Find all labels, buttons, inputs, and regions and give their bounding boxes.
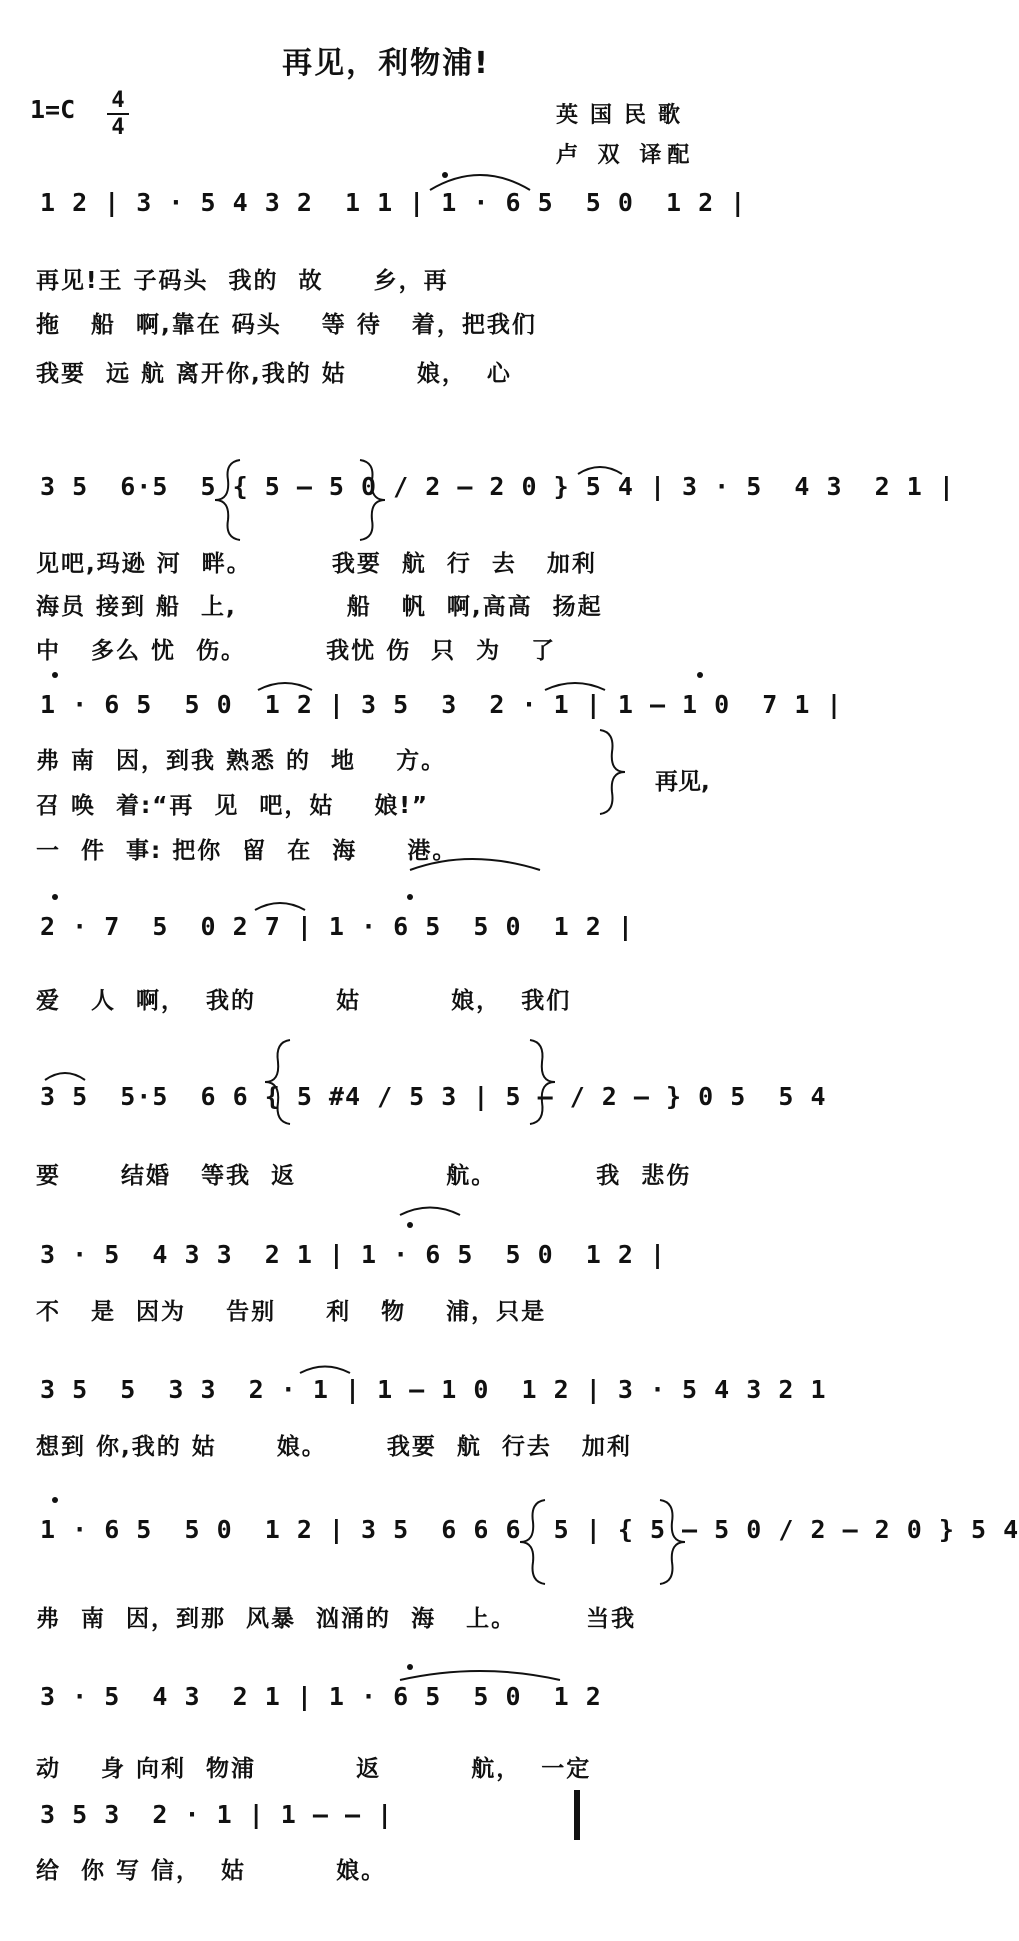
credit-origin: 英国民歌: [556, 103, 693, 128]
notes-line-8: 1 · 6 5 5 0 1 2 | 3 5 6 6 6 5 | { 5 — 5 0 / 2 — 2 0 } 5 4: [40, 1515, 1019, 1544]
octave-dot: [407, 894, 413, 900]
lyric-line-9: 动 身 向利 物浦 返 航， 一定: [36, 1756, 592, 1782]
lyric-line-3-verse-3: 一 件 事: 把你 留 在 海 港。: [36, 838, 458, 864]
lyric-line-4: 爱 人 啊， 我的 姑 娘， 我们: [36, 988, 572, 1014]
tie-arc: [410, 859, 540, 870]
tie-arc: [255, 903, 305, 910]
notes-line-10: 3 5 3 2 · 1 | 1 — — |: [40, 1800, 394, 1829]
lyric-line-3-verse-1: 弗 南 因，到我 熟悉 的 地 方。: [36, 748, 447, 774]
lyric-line-6: 不 是 因为 告别 利 物 浦，只是: [36, 1299, 547, 1325]
lyric-line-1-verse-1: 再见!王 子码头 我的 故 乡，再: [36, 268, 449, 294]
lyric-line-1-verse-2: 拖 船 啊,靠在 码头 等 待 着，把我们: [36, 312, 537, 338]
lyric-line-1-verse-3: 我要 远 航 离开你,我的 姑 娘， 心: [36, 361, 512, 387]
tie-arc: [45, 1073, 85, 1080]
notes-line-9: 3 · 5 4 3 2 1 | 1 · 6 5 5 0 1 2: [40, 1682, 602, 1711]
brace: [530, 1040, 555, 1124]
song-title: 再见，利物浦!: [282, 46, 490, 81]
octave-dot: [52, 1497, 58, 1503]
octave-dot: [52, 894, 58, 900]
tie-arc: [258, 683, 312, 690]
lyric-line-2-verse-1: 见吧,玛逊 河 畔。 我要 航 行 去 加利: [36, 551, 597, 577]
notes-line-6: 3 · 5 4 3 3 2 1 | 1 · 6 5 5 0 1 2 |: [40, 1240, 666, 1269]
brace: [520, 1500, 545, 1584]
tie-arc: [400, 1671, 560, 1680]
lyric-line-7: 想到 你,我的 姑 娘。 我要 航 行去 加利: [36, 1434, 632, 1460]
lyric-line-10: 给 你 写 信， 姑 娘。: [36, 1858, 387, 1884]
notes-line-3: 1 · 6 5 5 0 1 2 | 3 5 3 2 · 1 | 1 — 1 0 7 1 |: [40, 690, 843, 719]
brace: [660, 1500, 685, 1584]
notes-line-4: 2 · 7 5 0 2 7 | 1 · 6 5 5 0 1 2 |: [40, 912, 634, 941]
tie-arc: [578, 467, 622, 474]
notes-line-7: 3 5 5 3 3 2 · 1 | 1 — 1 0 1 2 | 3 · 5 4 3 2 1: [40, 1375, 827, 1404]
brace: [360, 460, 385, 540]
octave-dot: [52, 672, 58, 678]
octave-dot: [442, 172, 448, 178]
key-signature: 1=C: [30, 95, 76, 124]
side-lyric: 再见,: [655, 769, 710, 795]
tie-arc: [545, 683, 605, 690]
brace: [215, 460, 240, 540]
octave-dot: [407, 1222, 413, 1228]
octave-dot: [407, 1664, 413, 1670]
brace: [600, 730, 625, 814]
time-signature-bottom: 4: [107, 113, 129, 140]
notes-line-5: 3 5 5·5 6 6 { 5 #4 / 5 3 | 5 — / 2 — } 0 5 5 4: [40, 1082, 827, 1111]
notes-line-1: 1 2 | 3 · 5 4 3 2 1 1 | 1 · 6 5 5 0 1 2 |: [40, 188, 747, 217]
tie-arc: [400, 1208, 460, 1216]
credit-translator: 卢 双 译配: [556, 143, 696, 168]
notes-line-2: 3 5 6·5 5 { 5 — 5 0 / 2 — 2 0 } 5 4 | 3 · 5 4 3 2 1 |: [40, 472, 955, 501]
lyric-line-5: 要 结婚 等我 返 航。 我 悲伤: [36, 1163, 692, 1189]
final-barline: [574, 1790, 580, 1840]
lyric-line-2-verse-2: 海员 接到 船 上, 船 帆 啊,高高 扬起: [36, 594, 603, 620]
octave-dot: [697, 672, 703, 678]
tie-arc: [300, 1367, 350, 1374]
lyric-line-8: 弗 南 因，到那 风暴 汹涌的 海 上。 当我: [36, 1606, 637, 1632]
lyric-line-2-verse-3: 中 多么 忧 伤。 我忧 伤 只 为 了: [36, 638, 557, 664]
brace: [265, 1040, 290, 1124]
lyric-line-3-verse-2: 召 唤 着:“再 见 吧，姑 娘!”: [36, 793, 429, 819]
time-signature-top: 4: [111, 88, 125, 113]
